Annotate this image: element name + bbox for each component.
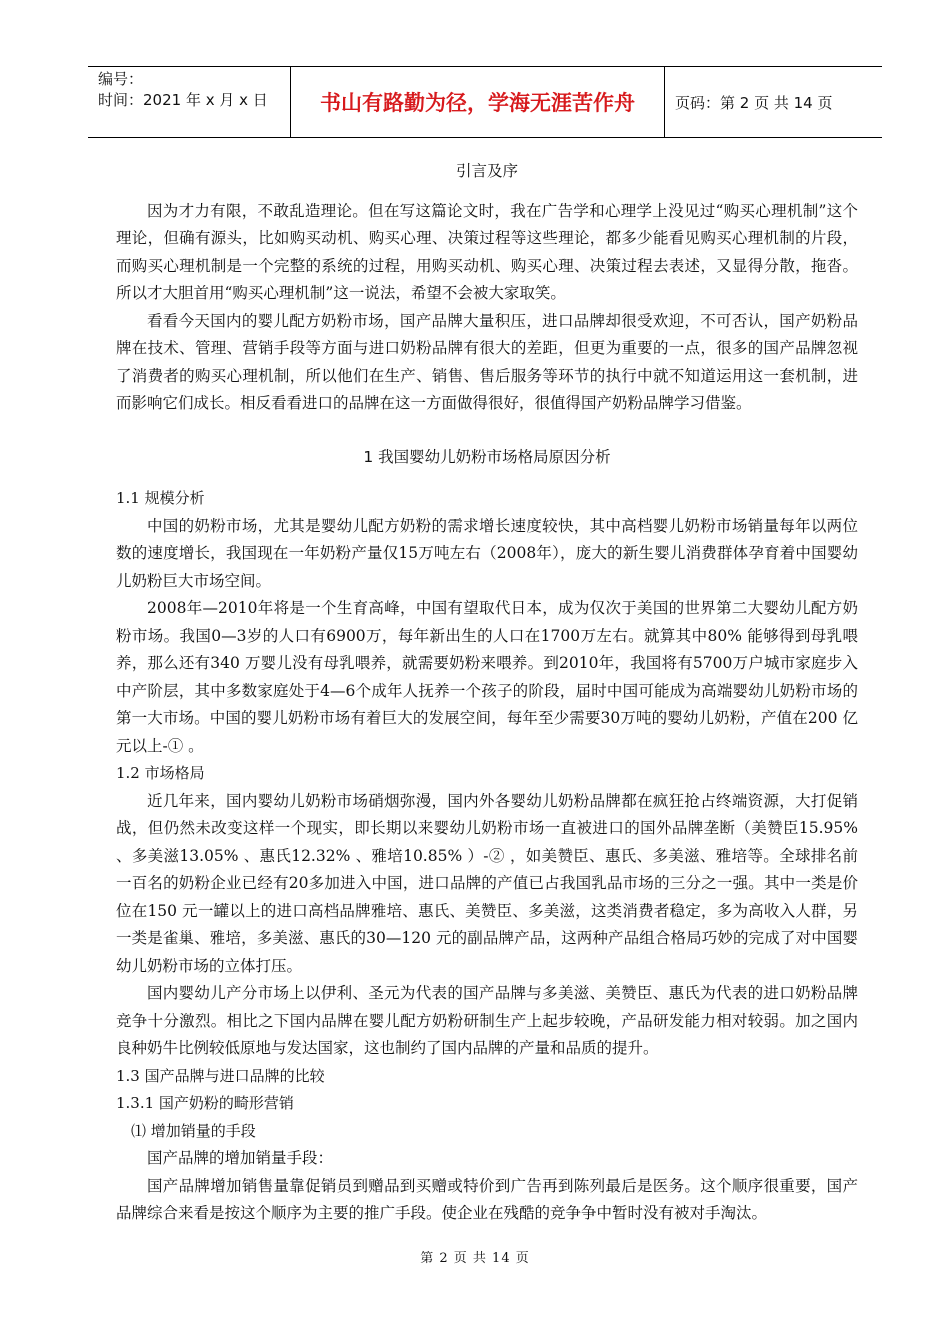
- list-item-1: ⑴ 增加销量的手段: [131, 1121, 256, 1140]
- paragraph-sales-detail: 国产品牌增加销售量靠促销员到赠品到买赠或特价到广告再到陈列最后是医务。这个顺序很重要，国产品牌综合来看是按这个顺序为主要的推广手段。使企业在残酷的竞争争中暂时没有被对手淘汰。: [116, 1176, 858, 1222]
- document-body: [116, 158, 858, 1228]
- header-page-number: 页码：第 2 页 共 14 页: [675, 93, 833, 112]
- paragraph-sales-intro: 国产品牌的增加销量手段：: [147, 1149, 334, 1167]
- intro-title: 引言及序: [455, 162, 518, 180]
- intro-paragraph-1: 因为才力有限，不敢乱造理论。但在写这篇论文时，我在广告学和心理学上没见过“购买心理机制”这个理论，但确有源头，比如购买动机、购买心理、决策过程等这些理论，都多少能看见购买心理机制的片段，而购买心理机制是一个完整的系统的过程，用购买动机、购买心理、决策过程去表述，又显得分散，拖沓。所以才大胆首用“购买心理机制”这一说法，希望不会被大家取笑。: [116, 201, 858, 302]
- paragraph-market-2: 国内婴幼儿产分市场上以伊利、圣元为代表的国产品牌与多美滋、美赞臣、惠氏为代表的进口奶粉品牌竞争十分激烈。相比之下国内品牌在婴儿配方奶粉研制生产上起步较晚，产品研发能力相对较弱。加之国内良种奶牛比例较低原地与发达国家，这也制约了国内品牌的产量和品质的提升。: [116, 984, 858, 1057]
- intro-paragraph-2: 看看今天国内的婴儿配方奶粉市场，国产品牌大量积压，进口品牌却很受欢迎，不可否认，国产奶粉品牌在技术、管理、营销手段等方面与进口奶粉品牌有很大的差距，但更为重要的一点，很多的国产品牌忽视了消费者的购买心理机制，所以他们在生产、销售、售后服务等环节的执行中就不知道运用这一套机制，进而影响它们成长。相反看看进口的品牌在这一方面做得很好，很值得国产奶粉品牌学习借鉴。: [116, 311, 858, 412]
- page-header: [88, 66, 882, 138]
- subsection-1-3-1-heading: 1.3.1 国产奶粉的畸形营销: [116, 1094, 294, 1112]
- page-footer: 第 2 页 共 14 页: [420, 1251, 530, 1266]
- header-meta: [88, 67, 291, 137]
- paragraph-market-1: 近几年来，国内婴幼儿奶粉市场硝烟弥漫，国内外各婴幼儿奶粉品牌都在疯狂抢占终端资源，大打促销战，但仍然未改变这样一个现实，即长期以来婴幼儿奶粉市场一直被进口的国外品牌垄断（美赞臣15.95% 、多美滋13.05% 、惠氏12.32% 、雅培10.85% ）-② ，如美赞臣、惠氏、多美滋、雅培等。全球排名前一百名的奶粉企业已经有20多加进入中国，进口品牌的产值已占我国乳品市场的三分之一强。其中一类是价位在150 元一罐以上的进口高档品牌雅培、惠氏、美赞臣、多美滋，这类消费者稳定，多为高收入人群，另一类是雀巢、雅培，多美滋、惠氏的30—120 元的副品牌产品，这两种产品组合格局巧妙的完成了对中国婴幼儿奶粉市场的立体打压。: [116, 791, 858, 975]
- paragraph-scale-1: 中国的奶粉市场，尤其是婴幼儿配方奶粉的需求增长速度较快，其中高档婴儿奶粉市场销量每年以两位数的速度增长，我国现在一年奶粉产量仅15万吨左右（2008年），庞大的新生婴儿消费群体孕育着中国婴幼儿奶粉巨大市场空间。: [116, 516, 858, 590]
- subsection-1-3-heading: 1.3 国产品牌与进口品牌的比较: [116, 1066, 325, 1085]
- header-motto: 书山有路勤为径，学海无涯苦作舟: [291, 67, 665, 137]
- section-1-title: 1 我国婴幼儿奶粉市场格局原因分析: [363, 447, 611, 466]
- subsection-1-1-heading: 1.1 规模分析: [116, 489, 205, 507]
- document-time: 时间：2021 年 x 月 x 日: [98, 91, 268, 109]
- subsection-1-2-heading: 1.2 市场格局: [116, 764, 205, 782]
- document-id-label: 编号：: [98, 70, 144, 88]
- paragraph-scale-2: 2008年—2010年将是一个生育高峰，中国有望取代日本，成为仅次于美国的世界第二大婴幼儿配方奶粉市场。我国0—3岁的人口有6900万，每年新出生的人口在1700万左右。就算其中80% 能够得到母乳喂养，那么还有340 万婴儿没有母乳喂养，就需要奶粉来喂养。到2010年，我国将有5700万户城市家庭步入中产阶层，其中多数家庭处于4—6个成年人抚养一个孩子的阶段，届时中国可能成为高端婴幼儿奶粉市场的第一大市场。中国的婴儿奶粉市场有着巨大的发展空间，每年至少需要30万吨的婴幼儿奶粉，产值在200 亿元以上-① 。: [116, 599, 858, 755]
